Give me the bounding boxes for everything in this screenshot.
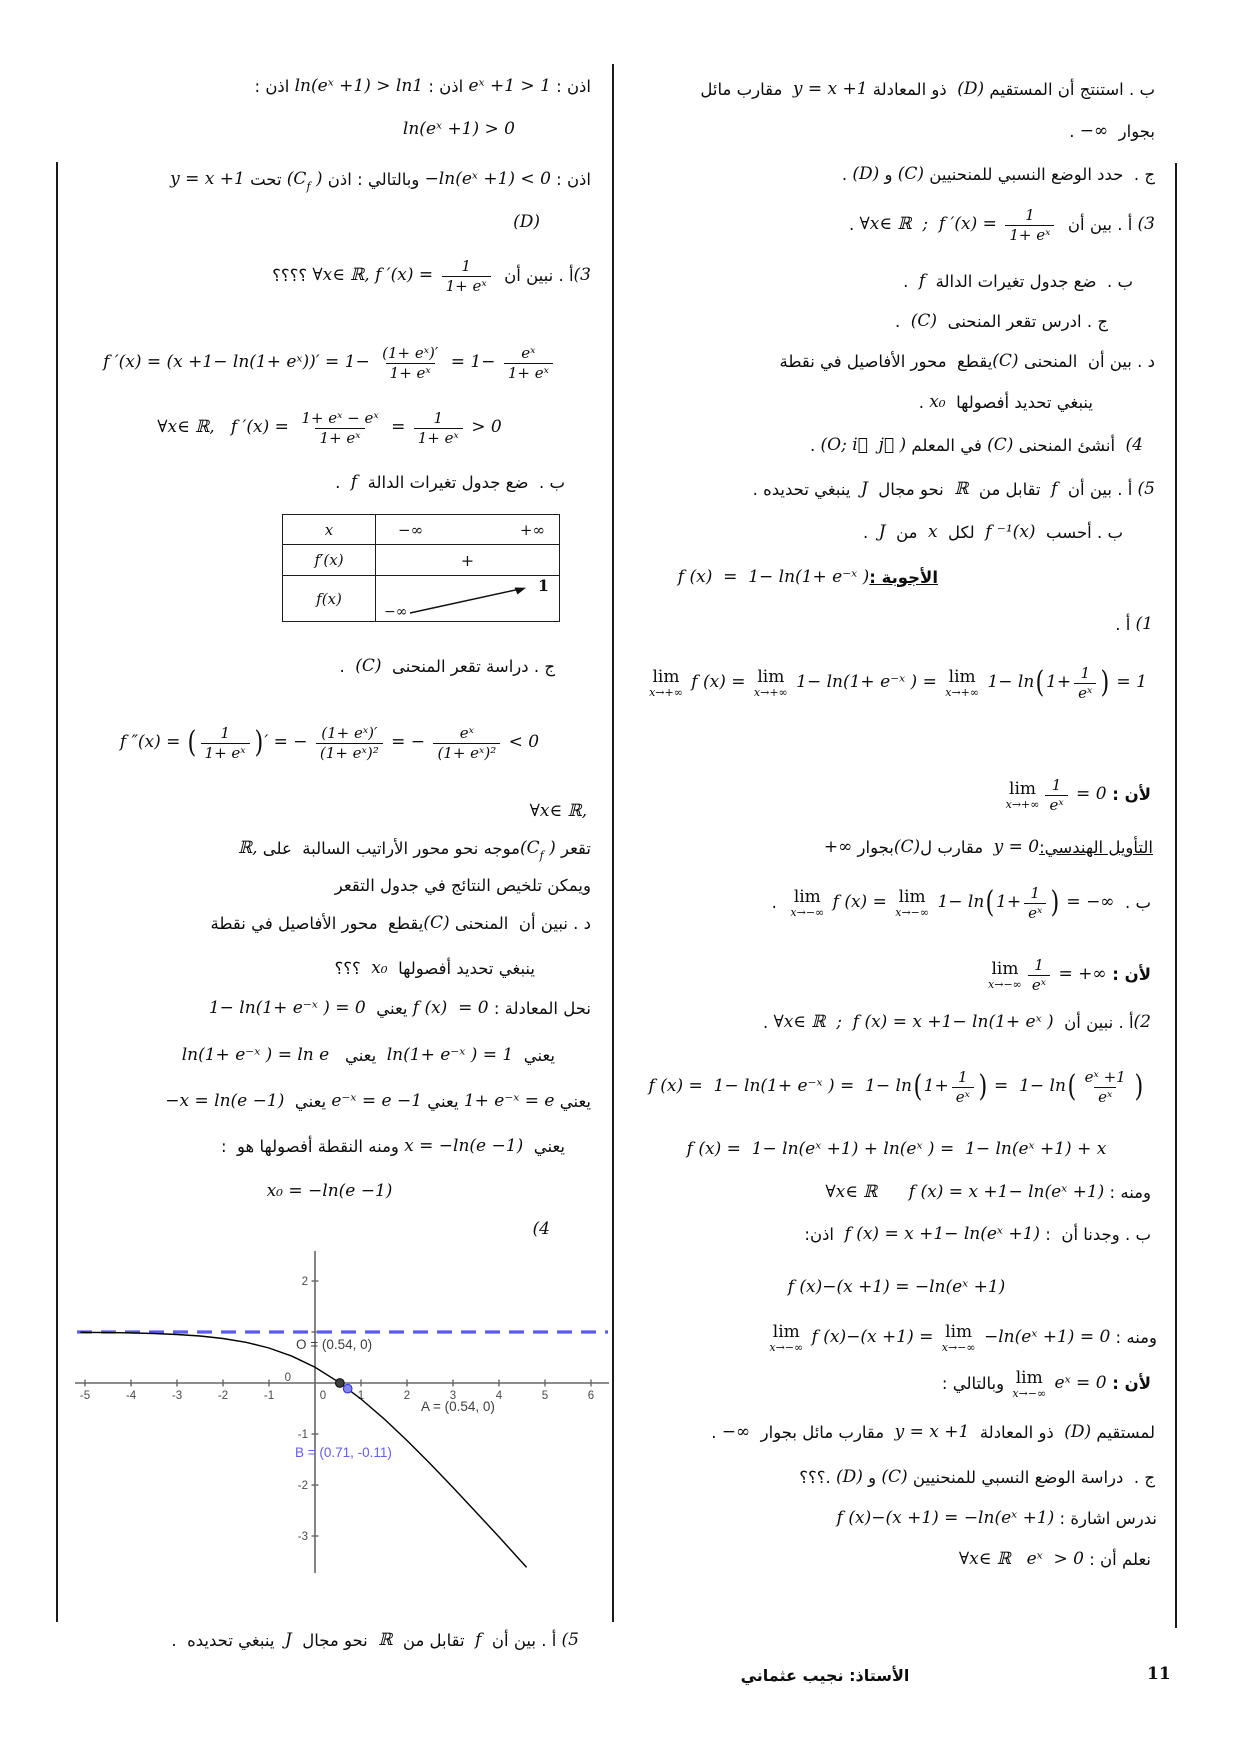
math-expression: (5 xyxy=(1137,479,1155,500)
fraction: $\frac{1}{\text{eˣ}}$ xyxy=(1024,886,1046,921)
math-expression: (C f ) xyxy=(519,838,556,862)
text-line xyxy=(64,1215,595,1245)
fraction: $\frac{\text{(1+ eˣ)′}}{\text{1+ eˣ}}$ xyxy=(382,343,439,382)
math-expression: lim x→−∞ f (x)−(x +1) = lim x→−∞ −ln(eˣ +1) = 0 xyxy=(769,1321,1111,1354)
variation-table xyxy=(282,514,560,622)
math-expression: (4 xyxy=(532,1219,550,1240)
math-expression: x = −ln(e −1) xyxy=(404,1136,524,1157)
math-expression: ln(1+ e⁻ˣ ) = 1 xyxy=(386,1045,514,1066)
math-expression: (D) xyxy=(1064,1422,1092,1443)
point-label: A = (0.54, 0) xyxy=(421,1399,495,1414)
limit-operator: lim x→+∞ xyxy=(649,666,683,699)
text-line: ج . دراسة تقعر المنحنى (C) . xyxy=(339,656,555,677)
text-line: ومنه : f (x) = x +1− ln(eˣ +1) ∀x∈ ℝ xyxy=(825,1182,1151,1203)
y-tick-label: -3 xyxy=(297,1531,308,1543)
math-expression: y = x +1 xyxy=(792,79,868,100)
limit-operator: lim x→−∞ xyxy=(769,1321,804,1354)
math-expression: y = x +1 xyxy=(170,169,245,190)
math-expression: ∀x∈ ℝ xyxy=(958,1549,1011,1570)
text-line: يعني 1+ e⁻ˣ = e يعني e⁻ˣ = e −1 يعني −x = ln(e −1) xyxy=(165,1091,591,1112)
y-tick-label: -1 xyxy=(297,1429,308,1441)
text-line: د . بين أن المنحنى (C) يقطع محور الأفاصيل في نقطة xyxy=(779,351,1155,372)
math-expression: (D) xyxy=(852,164,880,185)
math-expression: f ″(x) = ( $\frac{1}{\text{1+ eˣ}}$ ) ′ = − $\frac{\text{(1+ eˣ)′}}{\text{(1+ eˣ)²}}$ = − $\frac{\text{eˣ}}{\text{(1+ eˣ)²}}$ < 0 xyxy=(119,723,540,762)
text-line: يعني x = −ln(e −1) ومنه النقطة أفصولها هو : xyxy=(220,1136,565,1157)
math-expression: f xyxy=(475,1630,482,1651)
text-line: د . نبين أن المنحنى (C) يقطع محور الأفاصيل في نقطة xyxy=(210,913,591,934)
math-expression: (C) xyxy=(897,164,925,185)
math-expression: ∀x∈ ℝ, f ′(x) = $\frac{1}{\text{1+ eˣ}}$ xyxy=(312,259,493,294)
origin-zero-label: 0 xyxy=(284,1372,291,1384)
function-graph xyxy=(57,1245,617,1580)
table-cell-variations xyxy=(376,576,559,621)
math-expression: (O; i⃗ j⃗ ) xyxy=(820,435,907,456)
fraction: $\frac{1}{\text{eˣ}}$ xyxy=(1074,666,1096,701)
math-expression: f xyxy=(918,271,926,292)
text-line: الأجوبة : f (x) = 1− ln(1+ e⁻ˣ ) xyxy=(677,567,938,588)
text-line: نعلم أن : eˣ > 0 ∀x∈ ℝ xyxy=(958,1549,1151,1570)
math-expression: lim x→+∞ f (x) = lim x→+∞ 1− ln(1+ e⁻ˣ ) = lim x→+∞ 1− ln ( 1+ $\frac{1}{\text{eˣ}}$ ) = 1 xyxy=(649,663,1147,702)
math-expression: ln(eˣ +1) > ln1 xyxy=(294,76,424,97)
y-tick-label: 2 xyxy=(301,1276,308,1288)
text-line: ب . أحسب f ⁻¹(x) لكل x من J . xyxy=(863,522,1123,543)
x-tick-label: -2 xyxy=(217,1390,229,1402)
math-expression: f (x) = x +1− ln(eˣ +1) xyxy=(908,1182,1105,1203)
footer-teacher-name: الأستاذ: نجيب عثماني xyxy=(740,1666,910,1685)
math-expression: (D) xyxy=(957,79,985,100)
math-expression: f ′(x) = (x +1− ln(1+ eˣ))′ = 1− $\frac{\text{(1+ eˣ)′}}{\text{1+ eˣ}}$ = 1− $\frac{\text{eˣ}}{\text{1+ eˣ}}$ xyxy=(103,346,556,381)
table-header-fprime: f′(x) xyxy=(283,545,376,575)
text-line xyxy=(64,715,595,771)
x-tick-label: 1 xyxy=(357,1390,365,1402)
math-expression: ℝ xyxy=(378,1630,393,1651)
fraction: $\frac{1}{\text{1+ eˣ}}$ xyxy=(442,259,491,294)
limit-operator: lim x→+∞ xyxy=(945,666,980,699)
text-line xyxy=(630,1133,1163,1167)
plus-infinity-label: +∞ xyxy=(519,520,545,539)
math-expression: lim x→−∞ $\frac{1}{\text{eˣ}}$ = +∞ xyxy=(988,955,1107,994)
math-expression: ln(1+ e⁻ˣ ) = ln e xyxy=(181,1045,330,1066)
math-expression: J xyxy=(878,522,886,543)
table-header-f: f(x) xyxy=(283,576,376,621)
text-line: التأويل الهندسي: y = 0 مقارب ل (C) بجوار +∞ xyxy=(823,837,1153,858)
fraction: $\frac{1}{\text{eˣ}}$ xyxy=(1045,778,1067,813)
table-cell-sign: + xyxy=(460,550,475,570)
y-tick-label: -2 xyxy=(297,1480,308,1492)
math-expression: f ⁻¹(x) xyxy=(985,522,1036,543)
text-line: ب . ضع جدول تغيرات الدالة f . xyxy=(903,271,1133,292)
math-expression: f (x) = 0 xyxy=(412,998,489,1019)
fraction: $\frac{1}{\text{1+ eˣ}}$ xyxy=(1005,208,1054,243)
math-expression: f (x) = 1− ln(1+ e⁻ˣ ) xyxy=(677,567,870,588)
math-expression: (C) xyxy=(987,435,1014,456)
fraction: $\frac{1}{\text{eˣ}}$ xyxy=(1028,958,1050,993)
math-expression: (4 xyxy=(1125,435,1143,456)
text-line: لأن : lim x→−∞ eˣ = 0 وبالتالي : xyxy=(936,1367,1151,1400)
math-expression: (1 xyxy=(1135,614,1153,635)
math-expression: (C) xyxy=(893,837,921,858)
text-line: ب . lim x→−∞ f (x) = lim x→−∞ 1− ln ( 1+ $\frac{1}{\text{eˣ}}$ ) = −∞ . xyxy=(771,883,1151,922)
math-expression: lim x→+∞ $\frac{1}{\text{eˣ}}$ = 0 xyxy=(1005,775,1107,814)
math-expression: f xyxy=(350,472,358,493)
text-line xyxy=(630,652,1163,714)
text-line: ج . حدد الوضع النسبي للمنحنيين (C) و (D) . xyxy=(841,164,1155,185)
table-header-x: x xyxy=(283,515,376,544)
limit-operator: lim x→−∞ xyxy=(790,886,825,919)
math-expression: x xyxy=(927,522,938,543)
math-expression: 1− ln(1+ e⁻ˣ ) = 0 xyxy=(208,998,366,1019)
x-tick-label: -5 xyxy=(79,1390,91,1402)
text-line: ومنه : lim x→−∞ f (x)−(x +1) = lim x→−∞ −ln(eˣ +1) = 0 xyxy=(630,1315,1163,1361)
math-expression: (2 xyxy=(1133,1012,1151,1033)
math-expression: f (x) = x +1− ln(eˣ +1) xyxy=(844,1224,1041,1245)
fraction: $\frac{1}{\text{eˣ}}$ xyxy=(952,1070,974,1105)
math-expression: (C) xyxy=(992,351,1019,372)
limit-operator: lim x→+∞ xyxy=(753,666,788,699)
math-expression: x₀ xyxy=(929,392,946,413)
math-expression: x₀ xyxy=(371,958,388,979)
text-line: اذن : −ln(eˣ +1) < 0 وبالتالي : اذن (C f ) تحت y = x +1 xyxy=(170,169,591,193)
math-expression: (C) xyxy=(881,1467,908,1488)
math-expression: −x = ln(e −1) xyxy=(165,1091,285,1112)
math-expression: (C) xyxy=(910,311,938,332)
text-line: لمستقيم (D) ذو المعادلة y = x +1 مقارب مائل بجوار −∞ . xyxy=(711,1422,1155,1443)
x-tick-label: 4 xyxy=(495,1390,503,1402)
math-expression: −∞ xyxy=(721,1422,751,1443)
text-line xyxy=(64,337,595,389)
math-expression: 1+ e⁻ˣ = e xyxy=(463,1091,555,1112)
math-expression: lim x→−∞ eˣ = 0 xyxy=(1012,1367,1107,1400)
increasing-arrow-icon xyxy=(404,580,534,618)
text-line: ب . وجدنا أن : f (x) = x +1− ln(eˣ +1) اذن: xyxy=(804,1224,1151,1245)
math-expression: f (x)−(x +1) = −ln(eˣ +1) xyxy=(787,1277,1006,1298)
table-cell-domain xyxy=(376,515,559,544)
text-line: تقعر (C f ) موجه نحو محور الأراتيب السالبة على ℝ, xyxy=(237,838,591,862)
limit-operator: lim x→−∞ xyxy=(1012,1367,1047,1400)
text-line xyxy=(64,1176,595,1208)
text-line xyxy=(64,208,595,238)
math-expression: eˣ +1 > 1 xyxy=(468,76,551,97)
fraction: $\frac{\text{eˣ}}{\text{(1+ eˣ)²}}$ xyxy=(433,726,500,761)
text-line: يعني ln(1+ e⁻ˣ ) = 1 يعني ln(1+ e⁻ˣ ) = ln e xyxy=(181,1045,555,1066)
limit-operator: lim x→−∞ xyxy=(941,1321,976,1354)
math-expression: J xyxy=(860,479,868,500)
text-line: (1 أ . xyxy=(1115,614,1153,635)
math-expression: ℝ xyxy=(954,479,969,500)
limit-operator: lim x→+∞ xyxy=(1005,778,1040,811)
text-line: ج . دراسة الوضع النسبي للمنحنيين (C) و (D) .؟؟؟ xyxy=(799,1467,1155,1488)
text-line: لأن : lim x→+∞ $\frac{1}{\text{eˣ}}$ = 0 xyxy=(630,770,1163,820)
limit-plus-infinity: 1 xyxy=(537,576,549,595)
text-line: ويمكن تلخيص النتائج في جدول التقعر xyxy=(334,875,591,895)
x-tick-label: -3 xyxy=(171,1390,183,1402)
limit-operator: lim x→−∞ xyxy=(895,886,930,919)
text-line: ج . ادرس تقعر المنحنى (C) . xyxy=(895,311,1108,332)
right-column-border xyxy=(1175,163,1177,1628)
table-row xyxy=(283,544,559,575)
fraction: $\frac{\text{eˣ +1}}{\text{eˣ}}$ xyxy=(1084,1067,1126,1106)
text-line: نحل المعادلة : f (x) = 0 يعني 1− ln(1+ e⁻ˣ ) = 0 xyxy=(208,998,591,1019)
math-expression: y = x +1 xyxy=(894,1422,970,1443)
minus-infinity-label: −∞ xyxy=(398,520,424,539)
math-expression: (C) xyxy=(423,913,450,934)
x-tick-label: 5 xyxy=(541,1390,549,1402)
text-line: ينبغي تحديد أفصولها x₀ . xyxy=(918,392,1093,413)
text-line: (5 أ . بين أن f تقابل من ℝ نحو مجال J ينبغي تحديده . xyxy=(752,479,1155,500)
text-line: (3 أ . نبين أن ∀x∈ ℝ, f ′(x) = $\frac{1}{\text{1+ eˣ}}$ ؟؟؟؟ xyxy=(272,256,591,295)
point-o-label: O = (0.54, 0) xyxy=(296,1337,373,1352)
limit-operator: lim x→−∞ xyxy=(988,958,1022,991)
math-expression: (D) xyxy=(836,1467,863,1488)
math-expression: f xyxy=(1051,479,1058,500)
math-expression: (3 xyxy=(1137,214,1155,235)
x-tick-label: 3 xyxy=(449,1390,457,1402)
math-expression: ∀x∈ ℝ ; f (x) = x +1− ln(1+ eˣ ) xyxy=(773,1012,1054,1033)
math-expression: (5 xyxy=(561,1630,579,1651)
text-line xyxy=(64,402,595,454)
text-line xyxy=(64,115,595,145)
math-expression: (D) xyxy=(513,212,540,233)
math-expression: f (x) = 1− ln(eˣ +1) + ln(eˣ ) = 1− ln(eˣ +1) + x xyxy=(686,1139,1107,1160)
math-expression: ∀x∈ ℝ, f ′(x) = $\frac{\text{1+ eˣ − eˣ}}{\text{1+ eˣ}}$ = $\frac{1}{\text{1+ eˣ}}$ > 0 xyxy=(157,408,502,447)
math-expression: ∀x∈ ℝ ; f ′(x) = $\frac{1}{\text{1+ eˣ}}$ xyxy=(860,208,1058,243)
math-expression: x₀ = −ln(e −1) xyxy=(266,1181,393,1202)
x-tick-label: 6 xyxy=(587,1390,595,1402)
graph-point xyxy=(343,1384,352,1393)
table-row xyxy=(283,575,559,621)
fraction: $\frac{\text{eˣ}}{\text{1+ eˣ}}$ xyxy=(504,346,553,381)
text-line: اذن : eˣ +1 > 1 اذن : ln(eˣ +1) > ln1 اذن : xyxy=(254,76,591,97)
text-line xyxy=(630,1271,1163,1305)
math-expression: ∀x∈ ℝ, xyxy=(529,801,587,822)
text-line: بجوار −∞ . xyxy=(1069,121,1155,142)
math-expression: +∞ xyxy=(823,837,853,858)
math-expression: (3 xyxy=(573,265,591,286)
math-expression: eˣ > 0 xyxy=(1026,1549,1084,1570)
math-expression: lim x→−∞ f (x) = lim x→−∞ 1− ln ( 1+ $\frac{1}{\text{eˣ}}$ ) = −∞ xyxy=(790,883,1115,922)
x-tick-label: -4 xyxy=(125,1390,137,1402)
footer-page-number: 11 xyxy=(1147,1664,1171,1684)
fraction: $\frac{\text{(1+ eˣ)′}}{\text{(1+ eˣ)²}}$ xyxy=(316,726,383,761)
math-expression: (C) xyxy=(355,656,382,677)
math-expression: f (x) = 1− ln(1+ e⁻ˣ ) = 1− ln ( 1+ $\frac{1}{\text{eˣ}}$ ) = 1− ln ( $\frac{\text{eˣ +1}}{\text{eˣ}}$ ) xyxy=(648,1067,1143,1106)
math-expression: −ln(eˣ +1) < 0 xyxy=(424,169,551,190)
x-tick-label: 2 xyxy=(403,1390,411,1402)
text-line: ينبغي تحديد أفصولها x₀ ؟؟؟ xyxy=(334,958,535,979)
math-expression: J xyxy=(284,1630,292,1651)
text-line: ب . استنتج أن المستقيم (D) ذو المعادلة y = x +1 مقارب مائل xyxy=(700,79,1155,100)
text-line: (5 أ . بين أن f تقابل من ℝ نحو مجال J ينبغي تحديده . xyxy=(171,1630,579,1651)
math-expression: ln(eˣ +1) > 0 xyxy=(402,119,515,140)
text-line: (3 أ . بين أن ∀x∈ ℝ ; f ′(x) = $\frac{1}{\text{1+ eˣ}}$ . xyxy=(849,205,1155,244)
text-line xyxy=(630,1056,1163,1118)
text-line: (2 أ . نبين أن ∀x∈ ℝ ; f (x) = x +1− ln(1+ eˣ ) . xyxy=(762,1012,1151,1033)
x-tick-label: -1 xyxy=(263,1390,275,1402)
fraction: $\frac{1}{\text{1+ eˣ}}$ xyxy=(201,726,250,761)
math-expression: y = 0 xyxy=(993,837,1040,858)
limit-minus-infinity: −∞ xyxy=(384,604,408,620)
math-expression: ∀x∈ ℝ xyxy=(825,1182,878,1203)
math-expression: ℝ, xyxy=(237,838,258,859)
fraction: $\frac{\text{1+ eˣ − eˣ}}{\text{1+ eˣ}}$ xyxy=(301,408,379,447)
text-line: (4 أنشئ المنحنى (C) في المعلم (O; i⃗ j⃗ ) . xyxy=(810,435,1143,456)
math-expression: e⁻ˣ = e −1 xyxy=(331,1091,423,1112)
text-line: ندرس اشارة : f (x)−(x +1) = −ln(eˣ +1) xyxy=(836,1508,1157,1529)
graph-point xyxy=(336,1379,345,1388)
math-expression: (C f ) xyxy=(286,169,323,193)
text-line xyxy=(64,798,595,826)
point-label: B = (0.71, -0.11) xyxy=(295,1445,392,1460)
text-line: ب . ضع جدول تغيرات الدالة f . xyxy=(335,472,565,493)
text-line: لأن : lim x→−∞ $\frac{1}{\text{eˣ}}$ = +∞ xyxy=(630,950,1163,1000)
fraction: $\frac{1}{\text{1+ eˣ}}$ xyxy=(414,411,463,446)
math-expression: f (x)−(x +1) = −ln(eˣ +1) xyxy=(836,1508,1055,1529)
table-row xyxy=(283,515,559,544)
x-tick-label: 0 xyxy=(319,1390,327,1402)
math-expression: −∞ xyxy=(1079,121,1109,142)
